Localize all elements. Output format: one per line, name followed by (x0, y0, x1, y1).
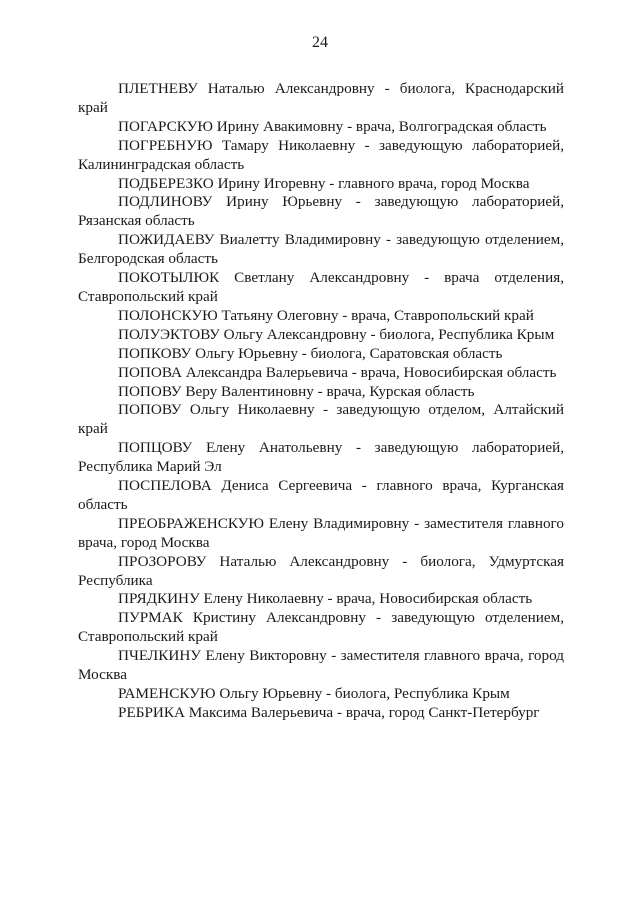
list-entry: ПОКОТЫЛЮК Светлану Александровну - врача отделения, Ставропольский край (78, 269, 564, 305)
list-entry: ПОГАРСКУЮ Ирину Авакимовну - врача, Волгоградская область (118, 117, 547, 135)
list-entry: ПОДБЕРЕЗКО Ирину Игоревну - главного врача, город Москва (118, 174, 530, 192)
list-entry: ПРОЗОРОВУ Наталью Александровну - биолога, Удмуртская Республика (78, 552, 564, 589)
page-number: 24 (312, 34, 328, 51)
list-entry: РАМЕНСКУЮ Ольгу Юрьевну - биолога, Республика Крым (118, 685, 510, 702)
list-entry: ПОГРЕБНУЮ Тамару Николаевну - заведующую лабораторией, Калининградская область (78, 136, 564, 173)
list-entry: ПОПОВУ Веру Валентиновну - врача, Курская область (118, 382, 475, 400)
list-entry: ПОЛУЭКТОВУ Ольгу Александровну - биолога, Республика Крым (118, 325, 555, 343)
list-entry: ПОПОВА Александра Валерьевича - врача, Новосибирская область (118, 363, 557, 381)
list-entry: ПЛЕТНЕВУ Наталью Александровну - биолога, Краснодарский край (78, 80, 564, 116)
list-entry: ПЧЕЛКИНУ Елену Викторовну - заместителя главного врача, город Москва (78, 647, 564, 684)
list-entry: РЕБРИКА Максима Валерьевича - врача, город Санкт-Петербург (118, 703, 540, 721)
list-entry: ПОПЦОВУ Елену Анатольевну - заведующую лабораторией, Республика Марий Эл (78, 439, 564, 476)
list-entry: ПОЖИДАЕВУ Виалетту Владимировну - заведующую отделением, Белгородская область (78, 231, 564, 268)
list-entry: ПОПКОВУ Ольгу Юрьевну - биолога, Саратовская область (118, 344, 503, 362)
list-entry: ПРЕОБРАЖЕНСКУЮ Елену Владимировну - заместителя главного врача, город Москва (78, 514, 564, 551)
list-entry: ПОПОВУ Ольгу Николаевну - заведующую отделом, Алтайский край (78, 401, 564, 438)
list-entry: ПОЛОНСКУЮ Татьяну Олеговну - врача, Ставропольский край (118, 306, 534, 324)
list-entry: ПРЯДКИНУ Елену Николаевну - врача, Новосибирская область (118, 590, 533, 608)
list-entry: ПУРМАК Кристину Александровну - заведующую отделением, Ставропольский край (78, 609, 564, 646)
list-entry: ПОДЛИНОВУ Ирину Юрьевну - заведующую лабораторией, Рязанская область (78, 193, 564, 230)
list-entry: ПОСПЕЛОВА Дениса Сергеевича - главного врача, Курганская область (78, 477, 564, 513)
award-list (78, 80, 564, 723)
